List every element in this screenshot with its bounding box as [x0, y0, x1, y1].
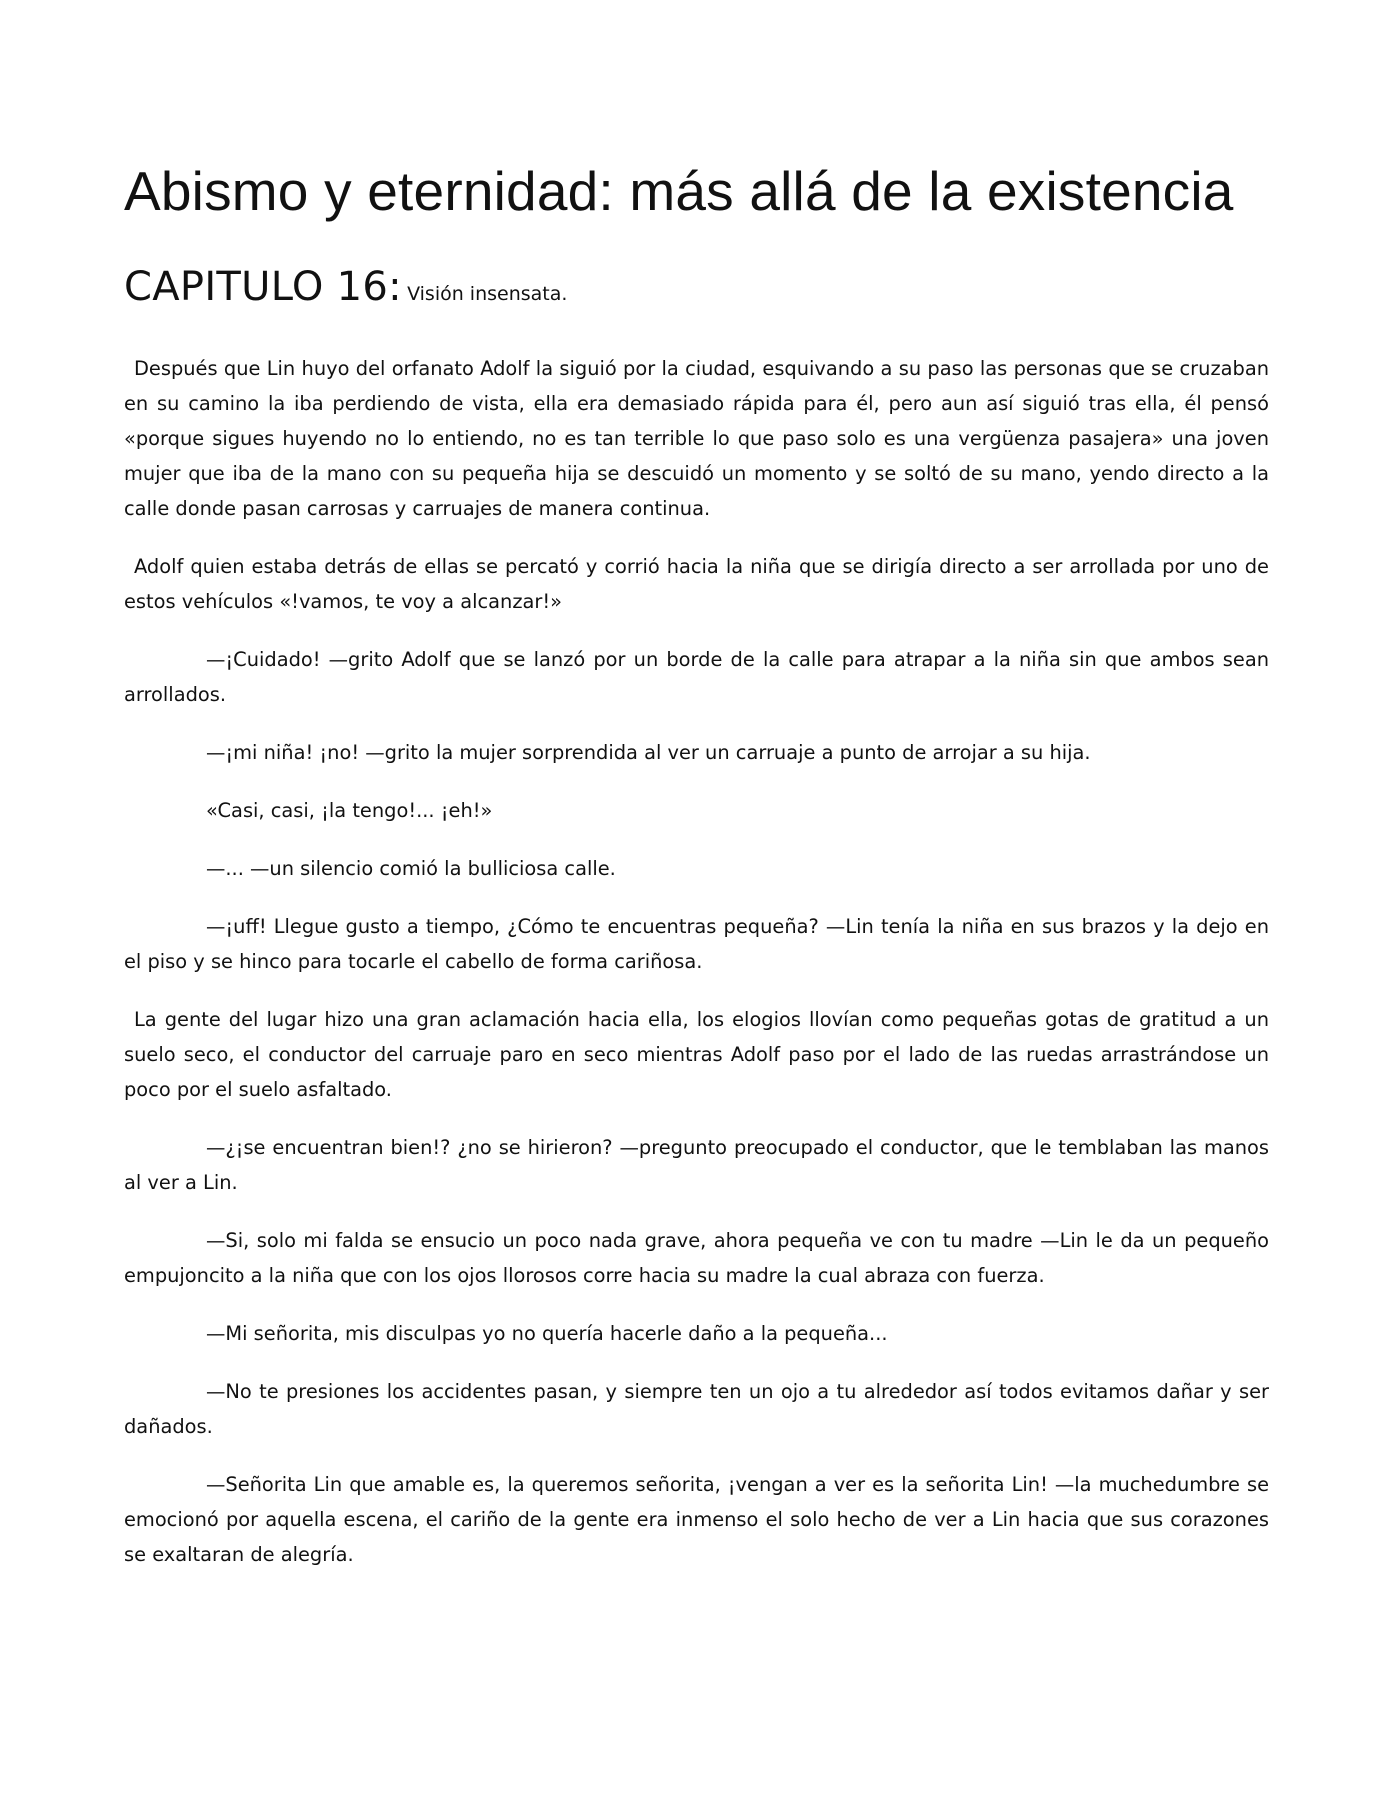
paragraph: Después que Lin huyo del orfanato Adolf la siguió por la ciudad, esquivando a su paso las personas que se cruzaban en su camino la iba perdiendo de vista, ella era demasiado rápida para él, pero aun así siguió tras ella, él pensó «porque sigues huyendo no lo entiendo, no es tan terrible lo que paso solo es una vergüenza pasajera» una joven mujer que iba de la mano con su pequeña hija se descuidó un momento y se soltó de su mano, yendo directo a la calle donde pasan carrosas y carruajes de manera continua. — [124, 357, 1269, 521]
dialog-paragraph: —¡uff! Llegue gusto a tiempo, ¿Cómo te encuentras pequeña? —Lin tenía la niña en sus brazos y la dejo en el piso y se hinco para tocarle el cabello de forma cariñosa. — [124, 915, 1269, 974]
dialog-paragraph: —Mi señorita, mis disculpas yo no quería hacerle daño a la pequeña... — [206, 1322, 888, 1346]
paragraph: Adolf quien estaba detrás de ellas se percató y corrió hacia la niña que se dirigía directo a ser arrollada por uno de estos vehículos «!vamos, te voy a alcanzar!» — [124, 555, 1269, 614]
dialog-paragraph: —¡Cuidado! —grito Adolf que se lanzó por un borde de la calle para atrapar a la niña sin que ambos sean arrollados. — [124, 648, 1269, 707]
dialog-paragraph: —Si, solo mi falda se ensucio un poco nada grave, ahora pequeña ve con tu madre —Lin le da un pequeño empujoncito a la niña que con los ojos llorosos corre hacia su madre la cual abraza con fuerza. — [124, 1229, 1269, 1288]
dialog-paragraph: —... —un silencio comió la bulliciosa calle. — [206, 857, 616, 881]
dialog-paragraph: —¿¡se encuentran bien!? ¿no se hirieron? —pregunto preocupado el conductor, que le temblaban las manos al ver a Lin. — [124, 1136, 1269, 1195]
chapter-label: CAPITULO 16: — [124, 264, 402, 311]
chapter-subtitle: Visión insensata. — [407, 283, 568, 306]
dialog-paragraph: «Casi, casi, ¡la tengo!... ¡eh!» — [206, 799, 493, 823]
book-title: Abismo y eternidad: más allá de la existencia — [124, 160, 1234, 222]
chapter-body — [124, 351, 1269, 1572]
dialog-paragraph: —Señorita Lin que amable es, la queremos señorita, ¡vengan a ver es la señorita Lin! —la muchedumbre se emocionó por aquella escena, el cariño de la gente era inmenso el solo hecho de ver a Lin hacia que sus corazones se exaltaran de alegría. — [124, 1473, 1269, 1567]
document-page — [124, 160, 1269, 1595]
dialog-paragraph: —¡mi niña! ¡no! —grito la mujer sorprendida al ver un carruaje a punto de arrojar a su hija. — [206, 741, 1091, 765]
paragraph: La gente del lugar hizo una gran aclamación hacia ella, los elogios llovían como pequeñas gotas de gratitud a un suelo seco, el conductor del carruaje paro en seco mientras Adolf paso por el lado de las ruedas arrastrándose un poco por el suelo asfaltado. — [124, 1008, 1269, 1102]
dialog-paragraph: —No te presiones los accidentes pasan, y siempre ten un ojo a tu alrededor así todos evitamos dañar y ser dañados. — [124, 1380, 1269, 1439]
chapter-heading — [124, 263, 1269, 311]
